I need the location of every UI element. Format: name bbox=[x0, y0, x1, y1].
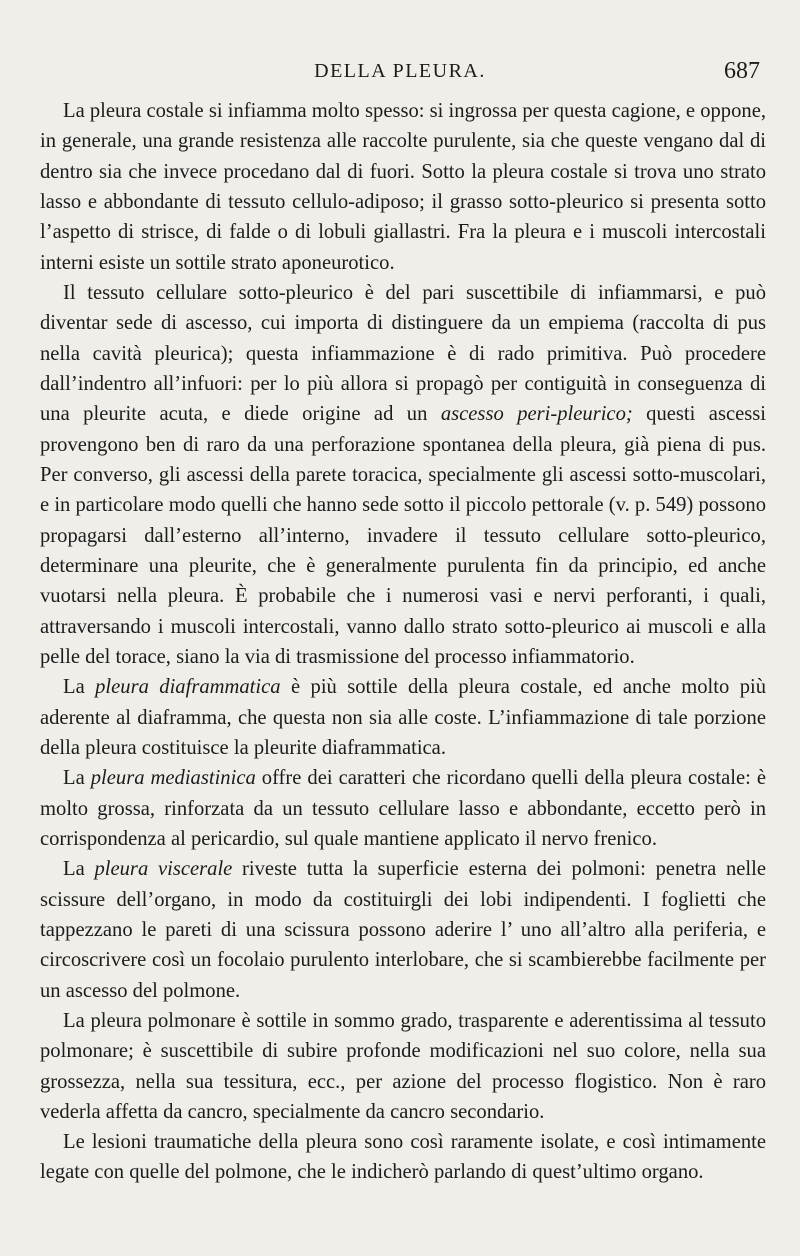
italic-term-diaphragmatic-pleura: pleura diaframmatica bbox=[95, 676, 281, 699]
paragraph-subpleural-tissue bbox=[40, 278, 766, 672]
paragraph-visceral-pleura bbox=[40, 854, 766, 1006]
paragraph-mediastinal-pleura bbox=[40, 763, 766, 854]
paragraph-text: offre dei caratteri che ricordano quelli della pleura costale: è molto grossa, rinforzata da un tessuto cellulare lasso e abbondante, eccetto però in corrispondenza al pericardio, sul quale mantiene applicato il nervo frenico. bbox=[40, 767, 766, 850]
running-head bbox=[40, 54, 760, 90]
paragraph-text: riveste tutta la superficie esterna dei polmoni: penetra nelle scissure dell’organo, in modo da costituirgli dei lobi indipendenti. I foglietti che tappezzano le pareti di una scissura possono aderire l’ uno all’altro alla periferia, e circoscrivere così un focolaio purulento interlobare, che si scambierebbe facilmente per un ascesso del polmone. bbox=[40, 858, 766, 1002]
paragraph-diaphragmatic-pleura bbox=[40, 672, 766, 763]
paragraph-text: La bbox=[63, 767, 91, 790]
page-number: 687 bbox=[724, 58, 760, 84]
paragraph-text: La bbox=[63, 858, 95, 881]
italic-term-peri-pleural-abscess: ascesso peri-pleurico; bbox=[440, 403, 633, 426]
text-body bbox=[40, 96, 766, 1188]
paragraph-costal-pleura: La pleura costale si infiamma molto spesso: si ingrossa per questa cagione, e oppone, in generale, una grande resistenza alle raccolte purulente, sia che queste vengano dal di dentro sia che invece procedano dal di fuori. Sotto la pleura costale si trova uno strato lasso e abbondante di tessuto cellulo-adiposo; il grasso sotto-pleurico si presenta sotto l’aspetto di strisce, di falde o di lobuli giallastri. Fra la pleura e i muscoli intercostali interni esiste un sottile strato aponeurotico. bbox=[40, 100, 766, 274]
paragraph-text: questi ascessi provengono ben di raro da una perforazione spontanea della pleura, già piena di pus. Per converso, gli ascessi della parete toracica, specialmente gli ascessi sotto-muscolari, e in particolare modo quelli che hanno sede sotto il piccolo pettorale (v. p. 549) possono propagarsi dall’esterno all’interno, invadere il tessuto cellulare sotto-pleurico, determinare una pleurite, che è generalmente purulenta fin da principio, ed anche vuotarsi nella pleura. È probabile che i numerosi vasi e nervi perforanti, i quali, attraversando i muscoli intercostali, vanno dallo strato sotto-pleurico ai muscoli e alla pelle del torace, siano la via di trasmissione del processo infiammatorio. bbox=[40, 403, 766, 668]
italic-term-visceral-pleura: pleura viscerale bbox=[94, 858, 233, 881]
paragraph-pulmonary-pleura: La pleura polmonare è sottile in sommo grado, trasparente e aderentissima al tessuto polmonare; è suscettibile di subire profonde modificazioni nel suo colore, nella sua grossezza, nella sua tessitura, ecc., per azione del processo flogistico. Non è raro vederla affetta da cancro, specialmente da cancro secondario. bbox=[40, 1009, 766, 1123]
paragraph-text: Il tessuto cellulare sotto-pleurico è del pari suscettibile di infiammarsi, e può diventar sede di ascesso, cui importa di distinguere da un empiema (raccolta di pus nella cavità pleurica); questa infiammazione è di rado primitiva. Può procedere dall’indentro all’infuori: per lo più allora si propagò per contiguità in conseguenza di una pleurite acuta, e diede origine ad un bbox=[40, 281, 766, 426]
running-title: DELLA PLEURA. bbox=[314, 60, 486, 82]
paragraph-text: La bbox=[63, 676, 96, 699]
paragraph-traumatic-lesions: Le lesioni traumatiche della pleura sono così raramente isolate, e così intimamente legate con quelle del polmone, che le indicherò parlando di quest’ultimo organo. bbox=[40, 1131, 766, 1184]
italic-term-mediastinal-pleura: pleura mediastinica bbox=[90, 767, 256, 790]
paragraph-text: è più sottile della pleura costale, ed anche molto più aderente al diaframma, che questa non sia alle coste. L’infiammazione di tale porzione della pleura costituisce la pleurite diaframmatica. bbox=[40, 676, 767, 759]
